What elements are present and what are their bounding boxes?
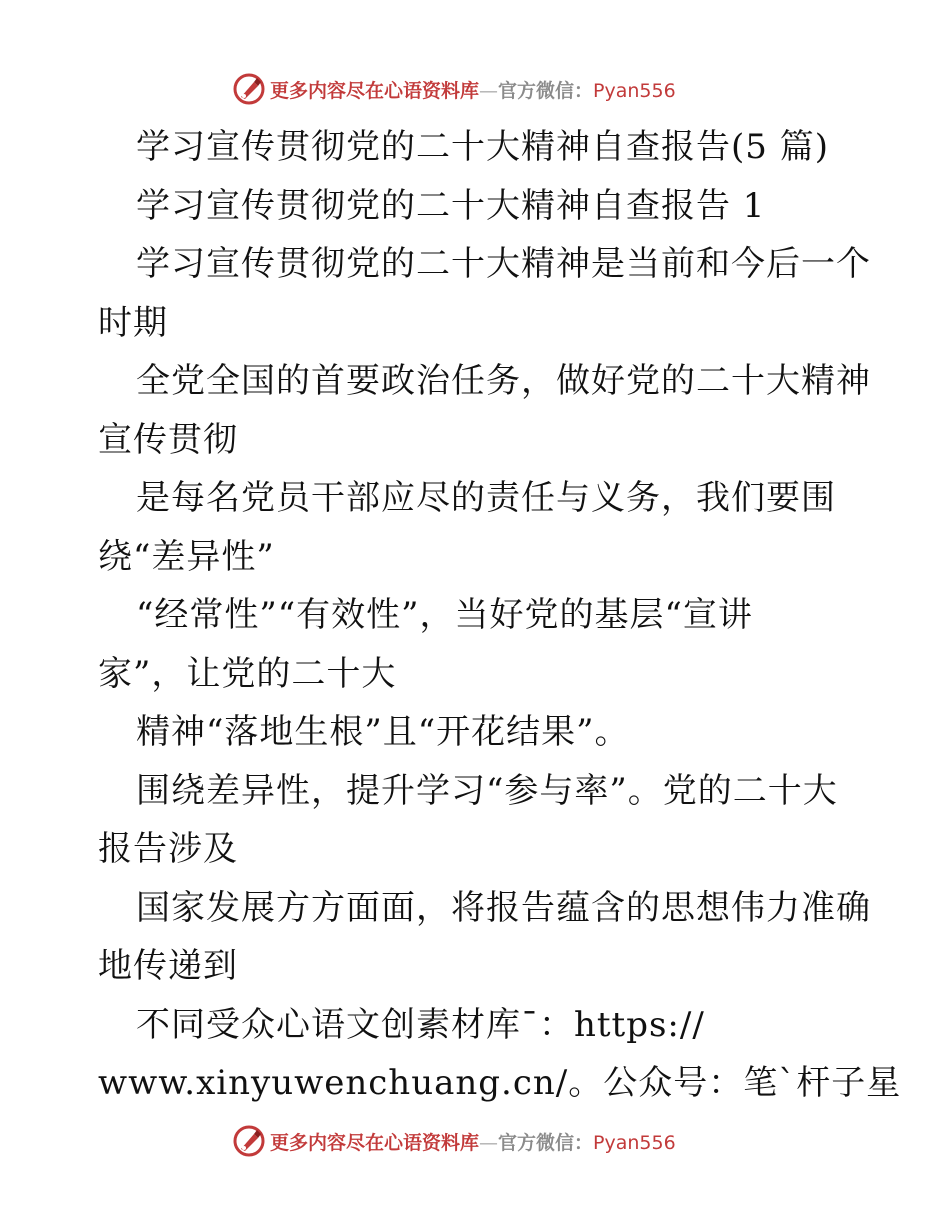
footer-banner: [232, 1124, 732, 1158]
document-line: 时期: [98, 302, 168, 343]
document-line: “经常性”“有效性”，当好党的基层“宣讲: [136, 595, 753, 635]
pen-nib-logo-icon: [232, 72, 266, 106]
header-banner-main: 更多内容尽在心语资料库: [270, 79, 480, 102]
header-banner-wechat: Pyan556: [593, 79, 676, 102]
header-banner: [232, 72, 732, 106]
document-line: 家”，让党的二十大: [98, 653, 397, 694]
header-banner-official: 官方微信：: [498, 79, 594, 102]
header-banner-dash: —: [479, 79, 499, 102]
document-body: [98, 118, 902, 1113]
footer-banner-official: 官方微信：: [498, 1131, 594, 1154]
document-line: 学习宣传贯彻党的二十大精神自查报告 1: [136, 185, 766, 226]
document-line: 是每名党员干部应尽的责任与义务，我们要围: [136, 478, 836, 518]
footer-banner-text: [270, 1128, 676, 1155]
footer-banner-dash: —: [479, 1131, 499, 1154]
document-line: 全党全国的首要政治任务，做好党的二十大精神: [136, 361, 871, 401]
document-line: 绕“差异性”: [98, 536, 275, 577]
document-line: 围绕差异性，提升学习“参与率”。党的二十大: [136, 770, 838, 811]
document-title: 学习宣传贯彻党的二十大精神自查报告(5 篇): [136, 127, 829, 167]
footer-banner-wechat: Pyan556: [593, 1131, 676, 1154]
pen-nib-logo-icon: [232, 1124, 266, 1158]
header-banner-text: [270, 76, 676, 103]
document-line: 宣传贯彻: [98, 419, 238, 460]
document-line: www.xinyuwenchuang.cn/。公众号：笔`杆子星: [98, 1063, 902, 1103]
document-line: 地传递到: [98, 946, 238, 986]
footer-banner-main: 更多内容尽在心语资料库: [270, 1131, 480, 1154]
document-line: 不同受众心语文创素材库¯：https://: [136, 1004, 705, 1045]
document-line: 报告涉及: [98, 829, 238, 869]
document-line: 学习宣传贯彻党的二十大精神是当前和今后一个: [136, 244, 871, 284]
document-line: 国家发展方方面面，将报告蕴含的思想伟力准确: [136, 887, 871, 928]
document-line: 精神“落地生根”且“开花结果”。: [136, 712, 630, 752]
